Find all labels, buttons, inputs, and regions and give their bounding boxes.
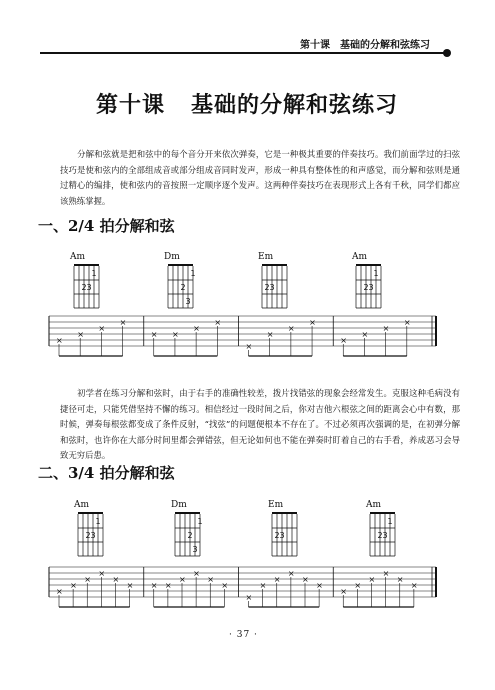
chord-name: Dm	[171, 500, 187, 510]
tab-note: ×	[119, 318, 127, 327]
tab-note: ×	[70, 581, 77, 590]
tab-note: ×	[340, 587, 347, 596]
tab-note: ×	[150, 581, 158, 590]
chord-nut	[370, 512, 395, 514]
tab-note: ×	[56, 336, 63, 345]
finger-number: 3	[192, 545, 198, 554]
tab-note: ×	[309, 318, 316, 327]
finger-number: 3	[269, 283, 275, 292]
finger-number: 2	[363, 283, 369, 292]
tab-note: ×	[287, 324, 295, 333]
tab-note: ×	[403, 318, 411, 327]
intro-text: 分解和弦就是把和弦中的每个音分开来依次弹奏，它是一种极其重要的伴奏技巧。我们前面学过的扫弦技巧是使和弦内的全部组成音或部分组成音同时发声，形成一种具有整体性的和声感觉，而分解和弦则是通过精心的编排，使和弦内的音按照一定顺序逐个发声。这两种伴奏技巧在表现形式上各有千秋，同学们都应该熟练掌握。	[60, 149, 460, 206]
finger-number: 2	[377, 531, 383, 540]
finger-number: 3	[279, 531, 285, 540]
running-header: 第十课 基础的分解和弦练习	[300, 40, 430, 51]
tab-note: ×	[361, 330, 369, 339]
finger-number: 2	[187, 531, 193, 540]
chord-nut	[262, 264, 287, 266]
tab-note: ×	[179, 575, 186, 584]
tab-note: ×	[98, 324, 106, 333]
section1-heading: 一、2/4 拍分解和弦	[38, 217, 175, 235]
finger-number: 1	[387, 517, 393, 526]
tab-note: ×	[221, 581, 229, 590]
tab-note: ×	[193, 569, 200, 578]
tab-note: ×	[84, 575, 91, 584]
chord-nut	[175, 512, 200, 514]
finger-number: 1	[373, 269, 379, 278]
finger-number: 1	[91, 269, 97, 278]
tab-note: ×	[245, 593, 253, 602]
tab-note: ×	[171, 330, 179, 339]
finger-number: 1	[190, 269, 196, 278]
chord-nut	[272, 512, 297, 514]
tab-note: ×	[287, 569, 295, 578]
finger-number: 3	[382, 531, 388, 540]
tab-note: ×	[193, 324, 200, 333]
finger-number: 1	[95, 517, 101, 526]
chord-name: Am	[70, 252, 86, 262]
chord-name: Am	[74, 500, 90, 510]
section2-heading: 二、3/4 拍分解和弦	[38, 464, 175, 482]
chord-name: Em	[268, 500, 284, 510]
tab-note: ×	[266, 330, 274, 339]
tab-note: ×	[259, 581, 267, 590]
tab-note: ×	[150, 330, 158, 339]
lesson-number: 第十课	[96, 92, 166, 118]
tab-note: ×	[207, 575, 214, 584]
tab-note: ×	[368, 575, 376, 584]
finger-number: 2	[180, 283, 186, 292]
chord-nut	[78, 512, 103, 514]
tab-note: ×	[382, 324, 390, 333]
chord-name: Am	[352, 252, 368, 262]
finger-number: 3	[90, 531, 96, 540]
finger-number: 3	[86, 283, 92, 292]
tab-note: ×	[396, 575, 404, 584]
tab-note: ×	[112, 575, 120, 584]
tab-note: ×	[354, 581, 362, 590]
finger-number: 3	[185, 297, 191, 306]
finger-number: 3	[368, 283, 374, 292]
tab-note: ×	[214, 318, 222, 327]
tab-note: ×	[77, 330, 84, 339]
finger-number: 2	[85, 531, 91, 540]
tab-note: ×	[164, 581, 172, 590]
tab-note: ×	[245, 342, 253, 351]
body-text: 初学者在练习分解和弦时，由于右手的准确性较差，拨片找错弦的现象会经常发生。克服这种毛病没有捷径可走，只能凭借坚持不懈的练习。相信经过一段时间之后，你对吉他六根弦之间的距离会心中有数，那时候，弹奏每根弦都变成了条件反射，“找弦”的问题便根本不存在了。不过必须再次强调的是，在初弹分解和弦时，也许你在大部分时间里都会弹错弦，但无论如何也不能在弹奏时盯着自己的右手看，养成恶习会导致无穷后患。	[60, 388, 460, 460]
chord-nut	[74, 264, 99, 266]
chord-name: Am	[366, 500, 382, 510]
finger-number: 2	[264, 283, 270, 292]
tab-note: ×	[56, 587, 63, 596]
chord-name: Dm	[164, 252, 180, 262]
finger-number: 1	[197, 517, 203, 526]
finger-number: 2	[81, 283, 87, 292]
chord-nut	[356, 264, 381, 266]
chord-nut	[168, 264, 193, 266]
tab-note: ×	[410, 581, 418, 590]
tab-note: ×	[98, 569, 106, 578]
finger-number: 2	[274, 531, 280, 540]
page-number: · 37 ·	[229, 630, 258, 640]
tab-note: ×	[126, 581, 134, 590]
tab-note: ×	[340, 336, 347, 345]
tab-note: ×	[316, 581, 323, 590]
chord-name: Em	[258, 252, 274, 262]
tab-note: ×	[273, 575, 281, 584]
tab-note: ×	[302, 575, 309, 584]
tab-note: ×	[382, 569, 390, 578]
lesson-name: 基础的分解和弦练习	[191, 92, 399, 118]
